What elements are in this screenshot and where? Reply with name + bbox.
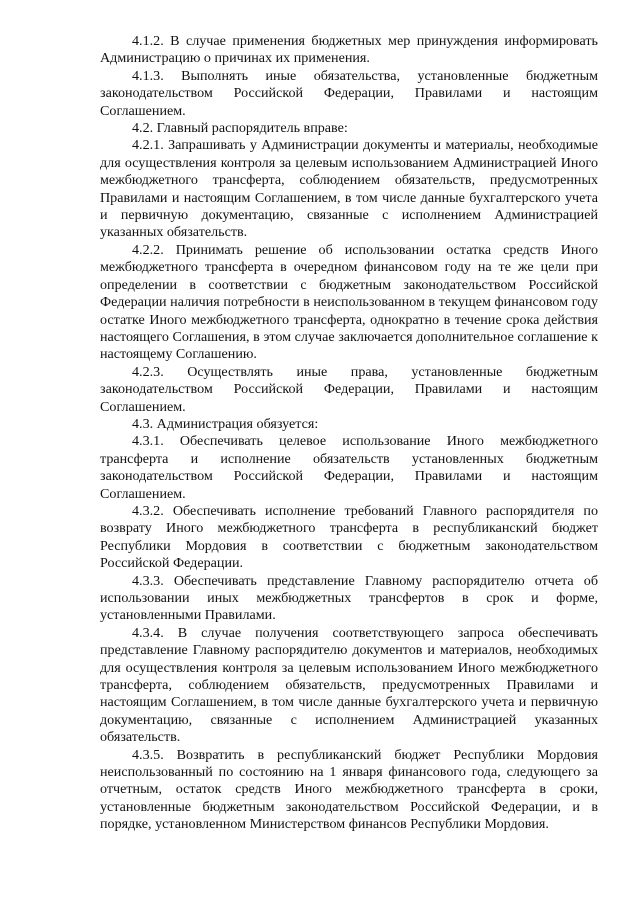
clause-4-3-2: 4.3.2. Обеспечивать исполнение требований Главного распорядителя по возврату Иного межбюджетного трансферта в республиканский бюджет Республики Мордовия в соответствии с бюджетным законодательством Российской Федерации. — [100, 502, 598, 572]
clause-4-3-4: 4.3.4. В случае получения соответствующего запроса обеспечивать представление Главному распорядителю документов и материалов, необходимых для осуществления контроля за целевым использованием Иного межбюджетного трансферта, соблюдением обязательств, предусмотренных Правилами и настоящим Соглашением, в том числе данные бухгалтерского учета и первичную документацию, связанные с исполнением Администрацией указанных обязательств. — [100, 624, 598, 746]
clause-4-1-3: 4.1.3. Выполнять иные обязательства, установленные бюджетным законодательством Российской Федерации, Правилами и настоящим Соглашением. — [100, 67, 598, 119]
clause-4-2-3: 4.2.3. Осуществлять иные права, установленные бюджетным законодательством Российской Федерации, Правилами и настоящим Соглашением. — [100, 363, 598, 415]
clause-4-3-5: 4.3.5. Возвратить в республиканский бюджет Республики Мордовия неиспользованный по состоянию на 1 января финансового года, следующего за отчетным, остаток средств Иного межбюджетного трансферта в сроки, установленные бюджетным законодательством Российской Федерации, и в порядке, установленном Министерством финансов Республики Мордовия. — [100, 746, 598, 833]
section-heading-4-2: 4.2. Главный распорядитель вправе: — [132, 120, 348, 137]
clause-4-2-1: 4.2.1. Запрашивать у Администрации документы и материалы, необходимые для осуществления контроля за целевым использованием Администрацией Иного межбюджетного трансферта, соблюдением обязательств, предусмотренных Правилами и настоящим Соглашением, в том числе данные бухгалтерского учета и первичную документацию, связанные с исполнением Администрацией указанных обязательств. — [100, 137, 598, 241]
clause-4-1-2: 4.1.2. В случае применения бюджетных мер принуждения информировать Администрацию о причинах их применения. — [100, 33, 598, 67]
clause-4-3-3: 4.3.3. Обеспечивать представление Главному распорядителю отчета об использовании иных межбюджетных трансфертов в срок и форме, установленными Правилами. — [100, 572, 598, 624]
clause-4-3-1: 4.3.1. Обеспечивать целевое использование Иного межбюджетного трансферта и исполнение обязательств установленных бюджетным законодательством Российской Федерации, Правилами и настоящим Соглашением. — [100, 433, 598, 502]
clause-4-2-2: 4.2.2. Принимать решение об использовании остатка средств Иного межбюджетного трансферта в очередном финансовом году на те же цели при определении в соответствии с бюджетным законодательством Российской Федерации наличия потребности в неиспользованном в текущем финансовом году остатке Иного межбюджетного трансферта, однократно в течение срока действия настоящего Соглашения, в этом случае заключается дополнительное соглашение к настоящему Соглашению. — [100, 241, 598, 363]
section-heading-4-3: 4.3. Администрация обязуется: — [132, 415, 319, 432]
document-body — [100, 33, 598, 834]
